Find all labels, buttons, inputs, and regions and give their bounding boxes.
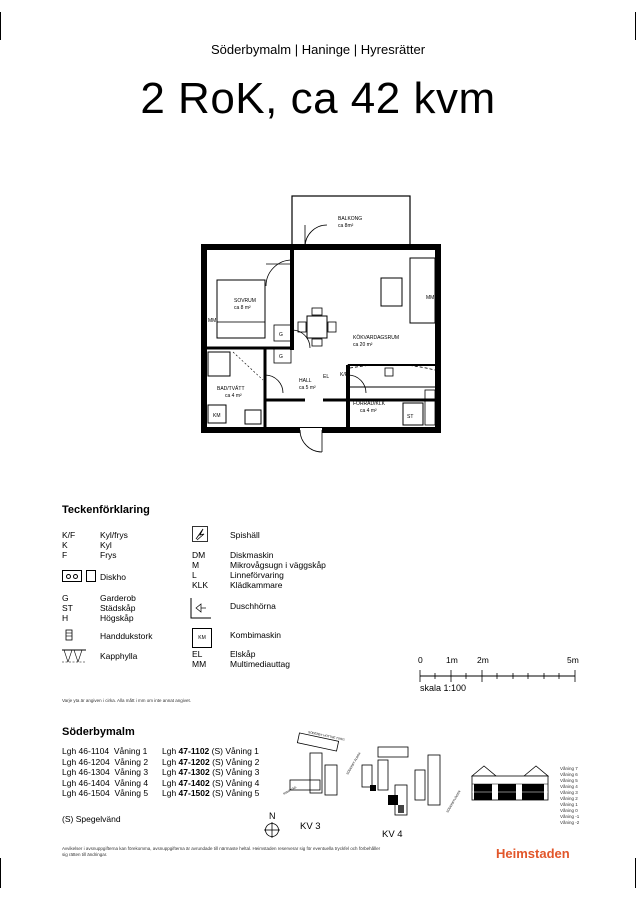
unit-row: Lgh 46-1304 Våning 3 [62,767,149,777]
mm-label: MM [426,295,435,301]
sovrum-area: ca 8 m² [234,305,251,311]
unit-row: Lgh 46-1504 Våning 5 [62,788,149,798]
forrad-area: ca 4 m² [360,408,377,414]
legend-item: F Frys [62,550,117,560]
kok-area: ca 20 m² [353,342,373,348]
kf-label: K/F [340,372,348,378]
legend-item: Spishäll [230,530,260,540]
crop-mark [0,858,1,888]
sink-icon [62,570,82,582]
scale-label: skala 1:100 [420,683,467,693]
legend-item: DM Diskmaskin [192,550,274,560]
unit-row: Lgh 46-1204 Våning 2 [62,756,149,767]
units-left [62,746,162,799]
units-right [162,746,282,799]
floor-plan [195,190,445,465]
balkong-label: BALKONG [338,216,363,222]
legend-item: KLK Klädkammare [192,580,283,590]
scale-tick: 5m [567,655,579,665]
wardrobe-label: G [279,332,283,338]
unit-row: Lgh 47-1302 (S) Våning 3 [162,767,260,777]
measure-note: Varje yta är angiven i cirka. Alla mått i mm om inte annat angivet. [62,698,191,703]
svg-text:SÖDERBY HÖTTNE TORG: SÖDERBY HÖTTNE TORG [307,730,345,742]
units-heading: Söderbymalm [62,726,135,738]
sink-drain-icon [66,574,71,579]
scale-tick: 2m [477,655,489,665]
legend-item: K/F Kyl/frys [62,530,128,540]
legend-item: Kapphylla [100,651,138,661]
mirror-note: (S) Spegelvänd [62,814,121,824]
shower-icon [190,597,212,619]
legend-item: Diskho [100,572,126,582]
forrad-label: FÖRRÅD/KLK [353,401,385,407]
washer-icon: KM [192,628,212,648]
unit-row: Lgh 46-1404 Våning 4 [62,777,149,788]
el-label: EL [323,374,330,380]
kok-label: KÖKVARDAGSRUM [353,335,400,341]
st-label: ST [407,414,414,420]
legend-item: MM Multimediauttag [192,659,291,669]
legend-item: Handdukstork [100,631,153,641]
sovrum-label: SOVRUM [234,298,256,304]
legend-right [192,530,372,670]
hat-shelf-icon [62,648,86,664]
legend-item: M Mikrovågsugn i väggskåp [192,560,326,570]
bad-label: BAD/TVÄTT [217,386,245,392]
kv4-label: KV 4 [382,829,403,840]
page-title: 2 RoK, ca 42 kvm [140,74,496,123]
legend-heading: Teckenförklaring [62,504,150,516]
scale-bar [410,662,585,684]
floor-list: Våning 7 Våning 6 Våning 5 Våning 4 Våning 3 Våning 2 Våning 1 Våning 0 Våning -1 Våning -2 [560,766,580,825]
legend-item: ST Städskåp [62,603,136,613]
elevation-diagram [470,762,555,804]
site-map [280,725,462,820]
svg-text:RING VÄG: RING VÄG [282,785,298,796]
crop-mark [0,12,1,40]
legend-item: H Högskåp [62,613,134,623]
unit-row: Lgh 47-1402 (S) Våning 4 [162,777,260,788]
legend-item: K Kyl [62,540,112,550]
legend-item: L Linneförvaring [192,570,284,580]
mm-label: MM [208,318,217,324]
scale-tick: 1m [446,655,458,665]
balkong-area: ca 8m² [338,223,354,229]
legend-item: EL Elskåp [192,649,256,659]
towel-rail-icon [64,629,76,641]
disclaimer: Avvikelser i avsnuppgifterna kan förekomma, avsnuppgifterna är avrundade till närmaste heltal. Heimstaden reserverar sig för eventuella tryckfel och förbehåller sig rätten till ändringar. [62,846,381,857]
bad-area: ca 4 m² [225,393,242,399]
north-arrow-icon [264,822,280,838]
hall-label: HALL [299,378,312,384]
svg-text:SÖDERBYVÄGEN: SÖDERBYVÄGEN [445,789,462,814]
unit-row: Lgh 47-1502 (S) Våning 5 [162,788,260,798]
kv3-label: KV 3 [300,821,321,832]
legend-item: Duschhörna [230,601,276,611]
unit-row: Lgh 47-1102 (S) Våning 1 [162,746,259,756]
north-label: N [269,811,276,821]
svg-text:SÖDERBY ÅLDRA: SÖDERBY ÅLDRA [345,751,362,776]
page-subtitle: Söderbymalm | Haninge | Hyresrätter [210,42,426,57]
hall-area: ca 5 m² [299,385,316,391]
heimstaden-logo: Heimstaden [496,846,570,861]
km-label: KM [213,413,221,419]
scale-tick: 0 [418,655,423,665]
wardrobe-label: G [279,354,283,360]
hob-icon [192,526,208,542]
unit-row: Lgh 46-1104 Våning 1 [62,746,148,756]
sink-icon [86,570,96,582]
legend-item: G Garderob [62,593,136,603]
legend-item: Kombimaskin [230,630,282,640]
unit-row: Lgh 47-1202 (S) Våning 2 [162,756,260,767]
sink-drain-icon [73,574,78,579]
